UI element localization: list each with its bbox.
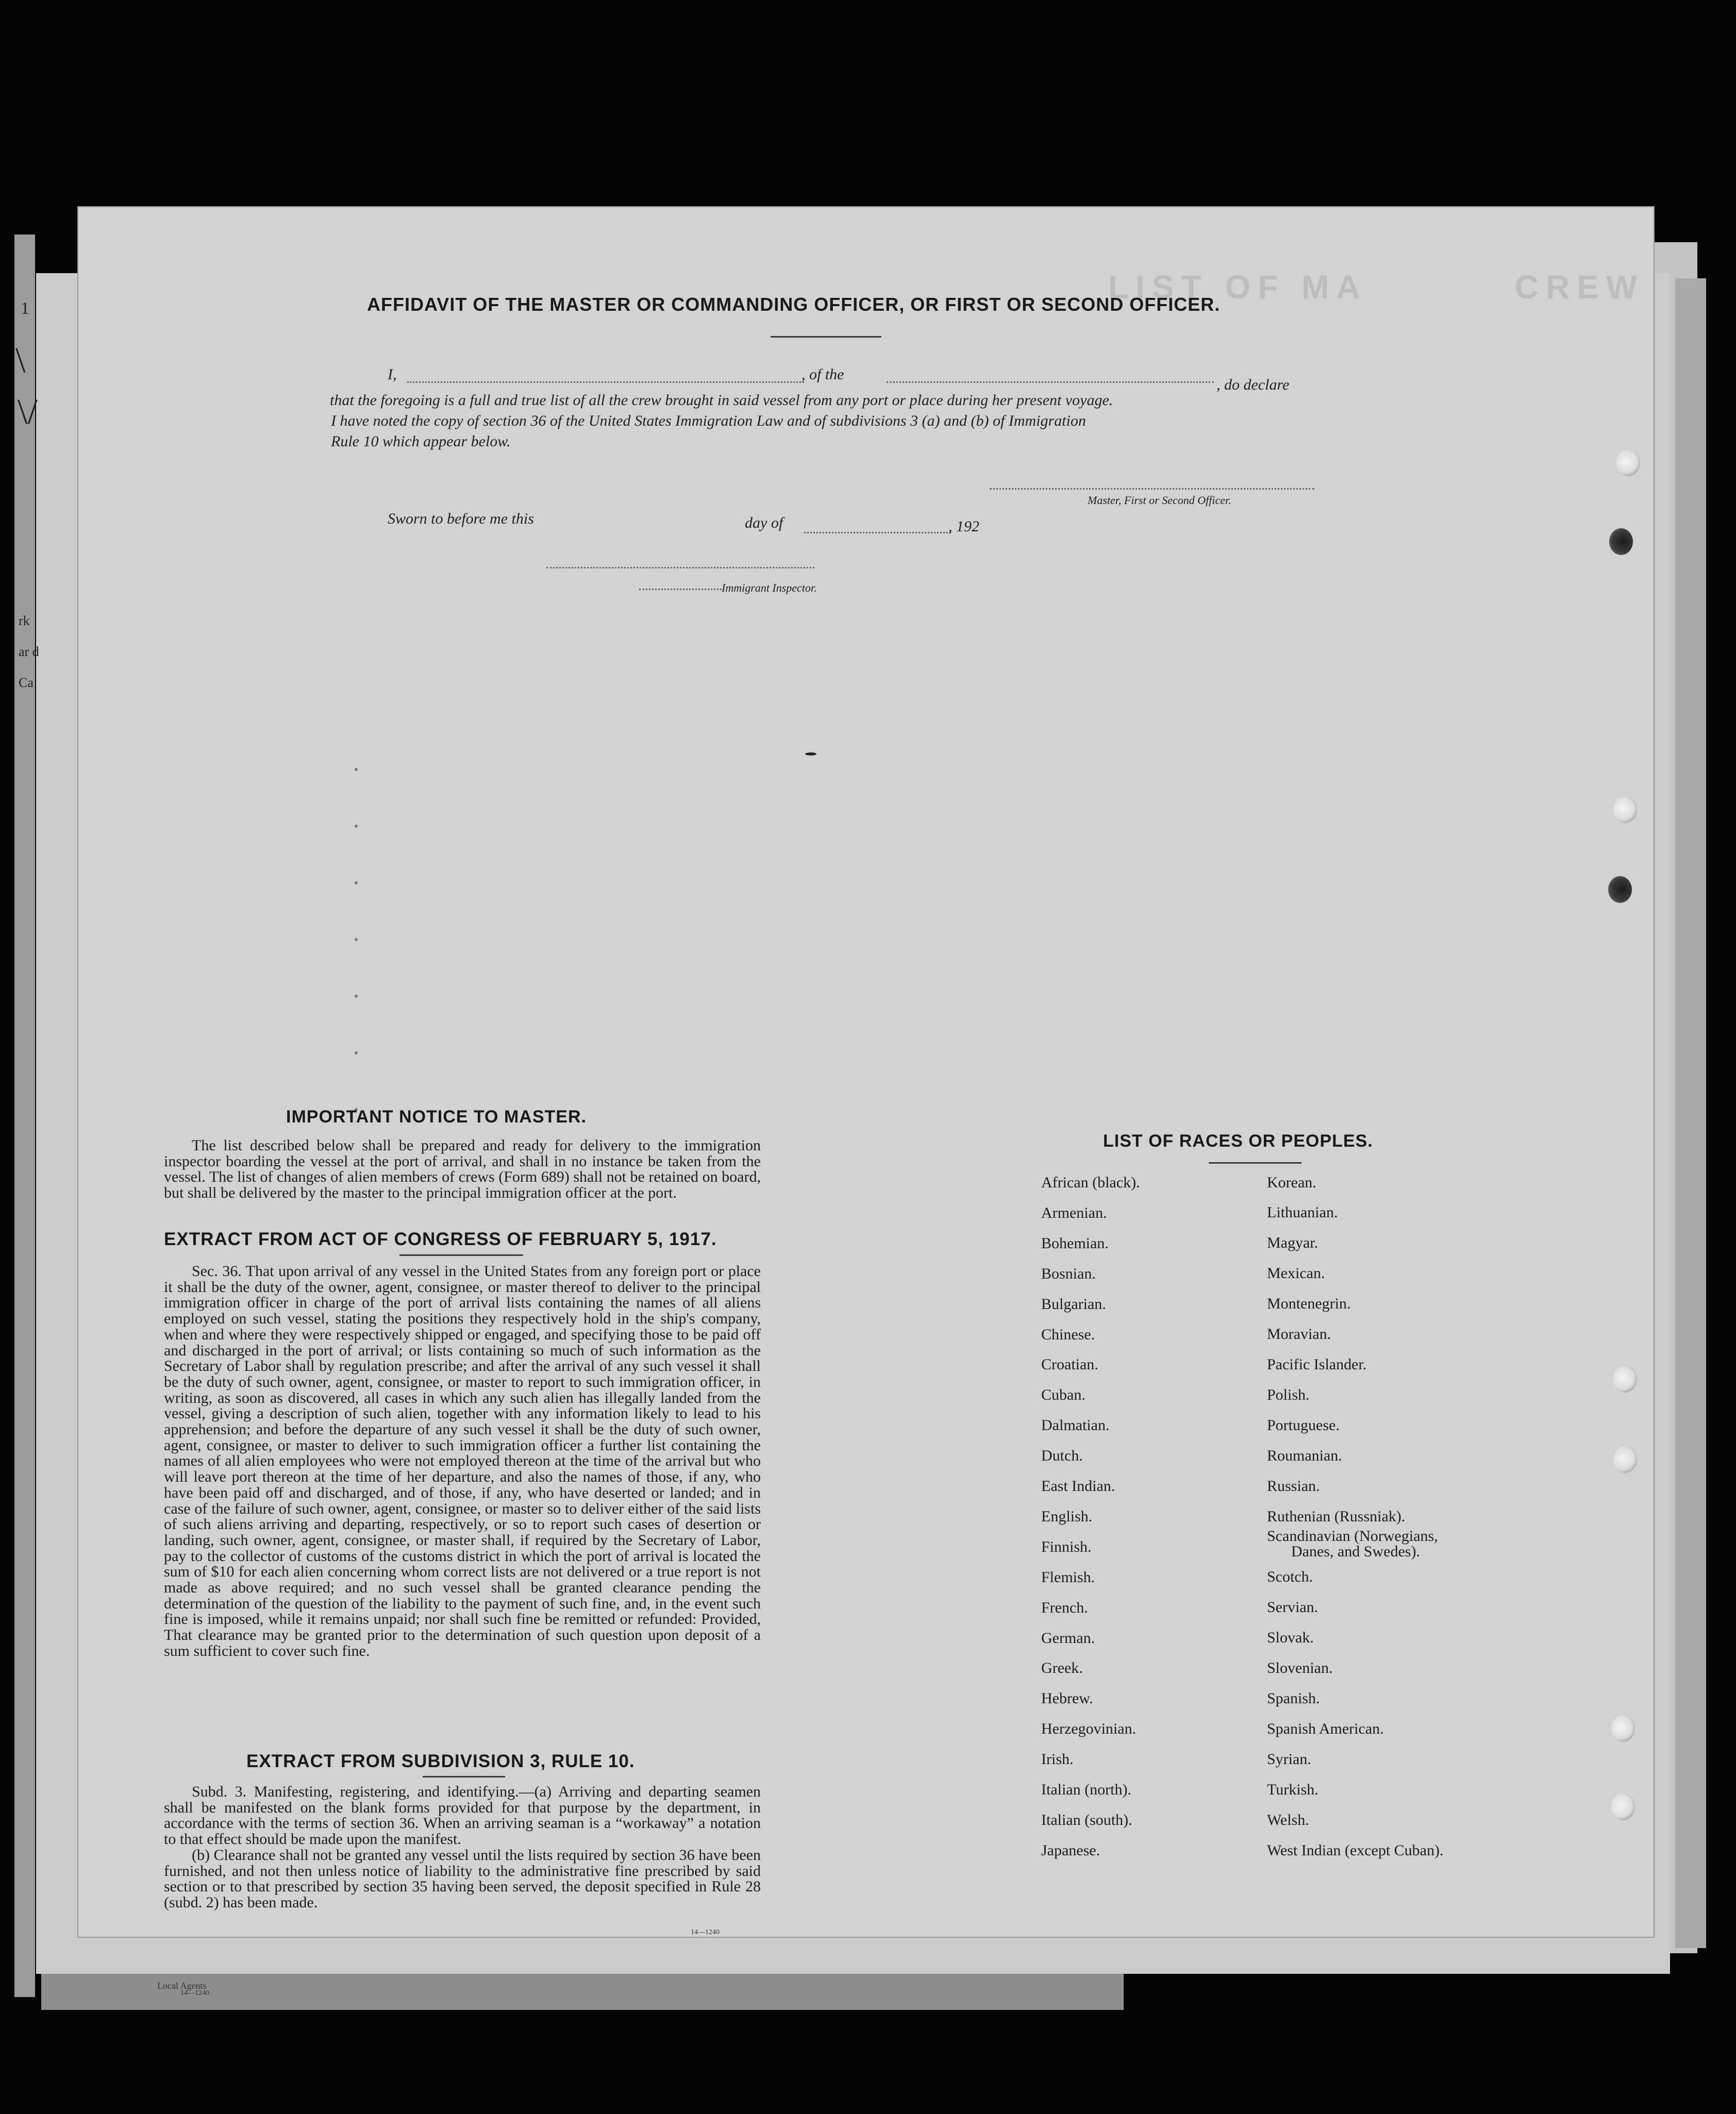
column-dot <box>355 1051 358 1054</box>
race-item: English. <box>1041 1507 1093 1525</box>
bleed-through-text: LIST OF MA CREW <box>1108 269 1645 306</box>
race-item: Armenian. <box>1041 1204 1107 1221</box>
affidavit-line-3: I have noted the copy of section 36 of the United States Immigration Law and of subdivisions 3 (a) and (b) of Immigration <box>331 412 1086 429</box>
act-extract-body: Sec. 36. That upon arrival of any vessel in the United States from any foreign port or place it shall be the duty of the owner, agent, consignee, or master thereof to deliver to the principal immigration officer in charge of the port of arrival lists containing the names of all aliens employed on such vessel, stating the positions they respectively hold in the ship's company, when and where they were respectively shipped or engaged, and specifying those to be paid off and discharged in the port of arrival; or lists containing so much of such information as the Secretary of Labor shall by regulation prescribe; and after the arrival of any such vessel it shall be the duty of such owner, agent, consignee, or master to report to such immigration officer, in writing, as soon as discovered, all cases in which any such alien has illegally landed from the vessel, giving a description of such alien, together with any information likely to lead to his apprehension; and before the departure of any such vessel it shall be the duty of such owner, agent, consignee, or master to deliver to such immigration officer a further list containing the names of all alien employees who were not employed thereon at the time of the arrival but who will leave port thereon at the time of her departure, and also the names of those, if any, who have been paid off and discharged, and of those, if any, who have deserted or landed; and in case of the failure of such owner, agent, consignee, or master so to deliver either of the said lists of such aliens arriving and departing, respectively, or so to report such cases of desertion or landing, such owner, agent, consignee, or master shall, if required by the Secretary of Labor, pay to the collector of customs of the customs district in which the port of arrival is located the sum of $10 for each alien concerning whom correct lists are not delivered or a true report is not made as above required; and no such vessel shall be granted clearance pending the determination of the question of the liability to the payment of such fine, and, in the event such fine is imposed, while it remains unpaid; nor shall such fine be remitted or refunded: Provided, That clearance may be granted prior to the determination of such question upon deposit of a sum sufficient to cover such fine. <box>164 1263 761 1659</box>
affidavit-line-4: Rule 10 which appear below. <box>331 433 511 450</box>
race-item: Ruthenian (Russniak). <box>1267 1508 1406 1525</box>
punch-hole <box>1608 876 1632 903</box>
notice-title: IMPORTANT NOTICE TO MASTER. <box>286 1107 587 1127</box>
race-item: Polish. <box>1267 1386 1310 1403</box>
rule-title-rule <box>423 1776 505 1777</box>
race-item: Italian (south). <box>1041 1811 1132 1828</box>
race-item: Chinese. <box>1041 1326 1095 1343</box>
underlying-page-edge-left <box>14 234 35 1997</box>
punch-hole <box>1609 528 1633 555</box>
race-item: Roumanian. <box>1267 1447 1342 1464</box>
race-item: Herzegovinian. <box>1041 1720 1137 1738</box>
race-item: Korean. <box>1267 1174 1316 1191</box>
race-item: Bosnian. <box>1041 1265 1096 1282</box>
race-item: African (black). <box>1041 1174 1140 1191</box>
rule-extract-body: Subd. 3. Manifesting, registering, and identifying.—(a) Arriving and departing seamen shall be manifested on the blank forms provided for that purpose by the department, in accordance with the terms of section 36. When an arriving seaman is a “workaway” a notation to that effect should be made upon the manifest. (b) Clearance shall not be granted any vessel until the lists required by section 36 have been furnished, and not then unless notice of liability to the administrative fine prescribed by said section or to that prescribed by section 35 having been served, the deposit specified in Rule 28 (subd. 2) has been made. <box>164 1783 761 1911</box>
affidavit-do-declare: , do declare <box>1216 376 1290 393</box>
name-blank <box>407 380 804 383</box>
race-item: Slovak. <box>1267 1629 1314 1646</box>
affidavit-of-the: , of the <box>802 366 844 383</box>
year-label: , 192 <box>948 518 979 535</box>
inspector-label: Immigrant Inspector. <box>722 581 817 594</box>
sworn-label: Sworn to before me this <box>388 510 534 527</box>
race-item: Japanese. <box>1041 1841 1100 1859</box>
race-item: Montenegrin. <box>1267 1295 1351 1312</box>
column-dot <box>355 825 358 828</box>
race-item: Croatian. <box>1041 1356 1098 1373</box>
form-number: 14—1240 <box>691 1928 720 1936</box>
edge-mark: ar d <box>19 644 39 659</box>
edge-mark: \/ <box>18 392 38 432</box>
vessel-blank <box>887 380 1214 383</box>
race-item: Finnish. <box>1041 1538 1092 1555</box>
race-item: Greek. <box>1041 1659 1083 1677</box>
race-item: Hebrew. <box>1041 1690 1093 1707</box>
title-rule <box>771 336 881 338</box>
edge-mark: Ca <box>19 675 34 690</box>
race-item: Scotch. <box>1267 1568 1313 1585</box>
affidavit-i: I, <box>388 366 397 383</box>
column-dot <box>355 881 358 884</box>
race-item: Moravian. <box>1267 1326 1331 1343</box>
master-label: Master, First or Second Officer. <box>1088 494 1231 507</box>
underlying-page-edge-far-right <box>1675 278 1706 1948</box>
race-item: Dalmatian. <box>1041 1417 1110 1434</box>
race-item: West Indian (except Cuban). <box>1267 1842 1444 1859</box>
ink-mark <box>805 752 816 756</box>
race-item: Irish. <box>1041 1751 1074 1768</box>
race-item: East Indian. <box>1041 1478 1115 1495</box>
races-title-rule <box>1209 1162 1301 1164</box>
punch-hole <box>1611 1715 1635 1742</box>
edge-mark: \ <box>15 341 26 380</box>
race-item: Portuguese. <box>1267 1417 1340 1434</box>
punch-hole <box>1613 1446 1637 1473</box>
race-item: Slovenian. <box>1267 1659 1333 1676</box>
edge-mark: rk <box>19 613 30 628</box>
column-dot <box>355 768 358 771</box>
inspector-signature-line-2 <box>639 588 722 590</box>
local-agents-label: Local Agents <box>157 1981 207 1991</box>
master-signature-line <box>990 487 1314 490</box>
rule-extract-title: EXTRACT FROM SUBDIVISION 3, RULE 10. <box>246 1751 635 1771</box>
inspector-signature-line <box>546 566 814 568</box>
race-item: Bulgarian. <box>1041 1295 1106 1313</box>
local-agents-number: 14—1240 <box>180 1989 209 1997</box>
races-title: LIST OF RACES OR PEOPLES. <box>1103 1131 1373 1151</box>
race-item: Servian. <box>1267 1599 1318 1616</box>
race-item: Welsh. <box>1267 1811 1309 1828</box>
race-item: Russian. <box>1267 1478 1320 1495</box>
column-dot <box>355 995 358 998</box>
act-extract-title: EXTRACT FROM ACT OF CONGRESS OF FEBRUARY 5, 1917. <box>164 1229 717 1249</box>
race-item: Cuban. <box>1041 1386 1086 1404</box>
race-item: French. <box>1041 1599 1088 1616</box>
column-dot <box>355 938 358 941</box>
punch-hole <box>1613 1366 1637 1392</box>
notice-body: The list described below shall be prepared and ready for delivery to the immigration inspector boarding the vessel at the port of arrival, and shall in no instance be taken from the vessel. The list of changes of alien members of crews (Form 689) shall not be retained on board, but shall be delivered by the master to the principal immigration officer at the port. <box>164 1137 761 1202</box>
date-blank <box>804 531 951 533</box>
race-item: Dutch. <box>1041 1447 1083 1465</box>
race-item: Bohemian. <box>1041 1234 1109 1252</box>
race-item: Lithuanian. <box>1267 1204 1338 1221</box>
race-item: Syrian. <box>1267 1751 1311 1768</box>
race-item: Mexican. <box>1267 1265 1325 1282</box>
race-item: Flemish. <box>1041 1568 1095 1586</box>
affidavit-title: AFFIDAVIT OF THE MASTER OR COMMANDING OFFICER, OR FIRST OR SECOND OFFICER. <box>367 294 1221 315</box>
edge-mark: 1 <box>21 299 29 318</box>
punch-hole <box>1613 796 1637 823</box>
affidavit-line-2: that the foregoing is a full and true list of all the crew brought in said vessel from any port or place during her present voyage. <box>330 392 1113 409</box>
race-item: Magyar. <box>1267 1234 1318 1251</box>
race-item: Spanish. <box>1267 1690 1320 1707</box>
document-page <box>77 206 1655 1938</box>
race-item: German. <box>1041 1629 1095 1647</box>
race-item: Danes, and Swedes). <box>1291 1543 1420 1560</box>
day-of-label: day of <box>745 514 783 531</box>
race-item: Turkish. <box>1267 1781 1318 1798</box>
race-item: Pacific Islander. <box>1267 1356 1367 1373</box>
race-item: Spanish American. <box>1267 1720 1384 1737</box>
punch-hole <box>1611 1793 1635 1820</box>
punch-hole <box>1616 449 1640 476</box>
race-item: Scandinavian (Norwegians, <box>1267 1528 1438 1545</box>
act-title-rule <box>399 1254 523 1256</box>
race-item: Italian (north). <box>1041 1781 1131 1798</box>
